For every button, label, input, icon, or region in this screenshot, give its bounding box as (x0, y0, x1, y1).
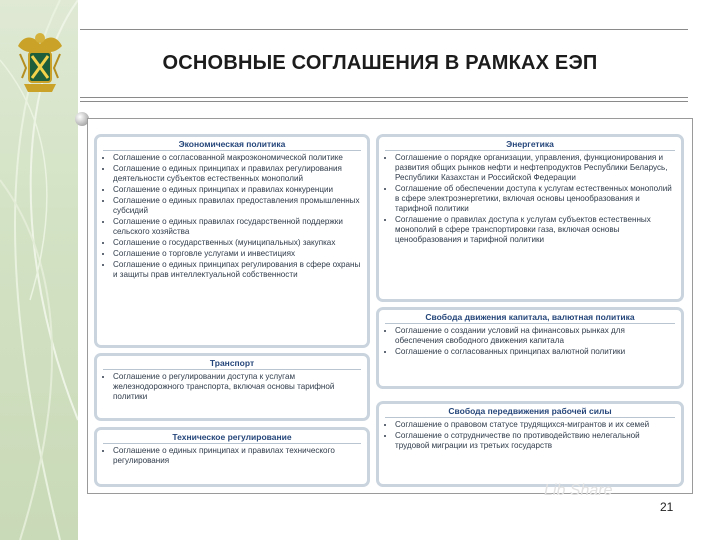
list-item: • Соглашение о единых принципах и правилах технического регулирования (113, 446, 361, 466)
agreement-list (385, 420, 675, 451)
list-item: • Соглашение об обеспечении доступа к услугам естественных монополий в сфере электроэнергетики, включая основы ценообразования и тарифной политики (395, 184, 675, 214)
panel-labor-movement (376, 401, 684, 487)
list-item: • Соглашение о единых правилах государственной поддержки сельского хозяйства (113, 217, 361, 237)
list-item: • Соглашение о согласованных принципах валютной политики (395, 347, 675, 357)
list-item: • Соглашение о единых правилах предоставления промышленных субсидий (113, 196, 361, 216)
list-item: • Соглашение о государственных (муниципальных) закупках (113, 238, 361, 248)
panel-title: Техническое регулирование (103, 432, 361, 444)
agreements-figure (87, 118, 693, 494)
panel-energy (376, 134, 684, 302)
list-item: • Соглашение о порядке организации, управления, функционирования и развития общих рынков нефти и нефтепродуктов Республики Беларусь, Республики Казахстан и Российской Федерации (395, 153, 675, 183)
list-item: • Соглашение о правилах доступа к услугам субъектов естественных монополий в сфере транспортировки газа, включая основы ценообразования и тарифной политики (395, 215, 675, 245)
list-item: • Соглашение о единых принципах и правилах конкуренции (113, 185, 361, 195)
panel-title: Транспорт (103, 358, 361, 370)
sidebar-decoration (0, 0, 78, 540)
agreement-list (103, 446, 361, 466)
panel-title: Экономическая политика (103, 139, 361, 151)
list-item: • Соглашение о правовом статусе трудящихся-мигрантов и их семей (395, 420, 675, 430)
agreement-list (103, 372, 361, 402)
title-divider-upper (80, 97, 688, 98)
panel-technical-regulation (94, 427, 370, 487)
list-item: • Соглашение о единых принципах и правилах регулирования деятельности субъектов естественных монополий (113, 164, 361, 184)
panel-title: Свобода движения капитала, валютная политика (385, 312, 675, 324)
page-title: ОСНОВНЫЕ СОГЛАШЕНИЯ В РАМКАХ ЕЭП (162, 52, 598, 74)
panel-title: Энергетика (385, 139, 675, 151)
agreement-list (385, 153, 675, 245)
agreement-list (385, 326, 675, 357)
panel-economic-policy (94, 134, 370, 348)
list-item: • Соглашение о создании условий на финансовых рынках для обеспечения свободного движения капитала (395, 326, 675, 346)
page-number: 21 (660, 500, 674, 514)
panel-capital-movement (376, 307, 684, 389)
title-divider-lower (80, 101, 688, 102)
top-divider (80, 29, 688, 30)
panel-title: Свобода передвижения рабочей силы (385, 406, 675, 418)
list-item: • Соглашение о торговле услугами и инвестициях (113, 249, 361, 259)
list-item: • Соглашение о регулировании доступа к услугам железнодорожного транспорта, включая основы тарифной политики (113, 372, 361, 402)
agreement-list (103, 153, 361, 280)
list-item: • Соглашение о согласованной макроэкономической политике (113, 153, 361, 163)
coat-of-arms-icon (14, 28, 66, 96)
list-item: • Соглашение о единых принципах регулирования в сфере охраны и защиты прав интеллектуальной собственности (113, 260, 361, 280)
watermark: Lib Share (544, 482, 613, 499)
list-item: • Соглашение о сотрудничестве по противодействию нелегальной трудовой миграции из третьих государств (395, 431, 675, 451)
panel-transport (94, 353, 370, 421)
